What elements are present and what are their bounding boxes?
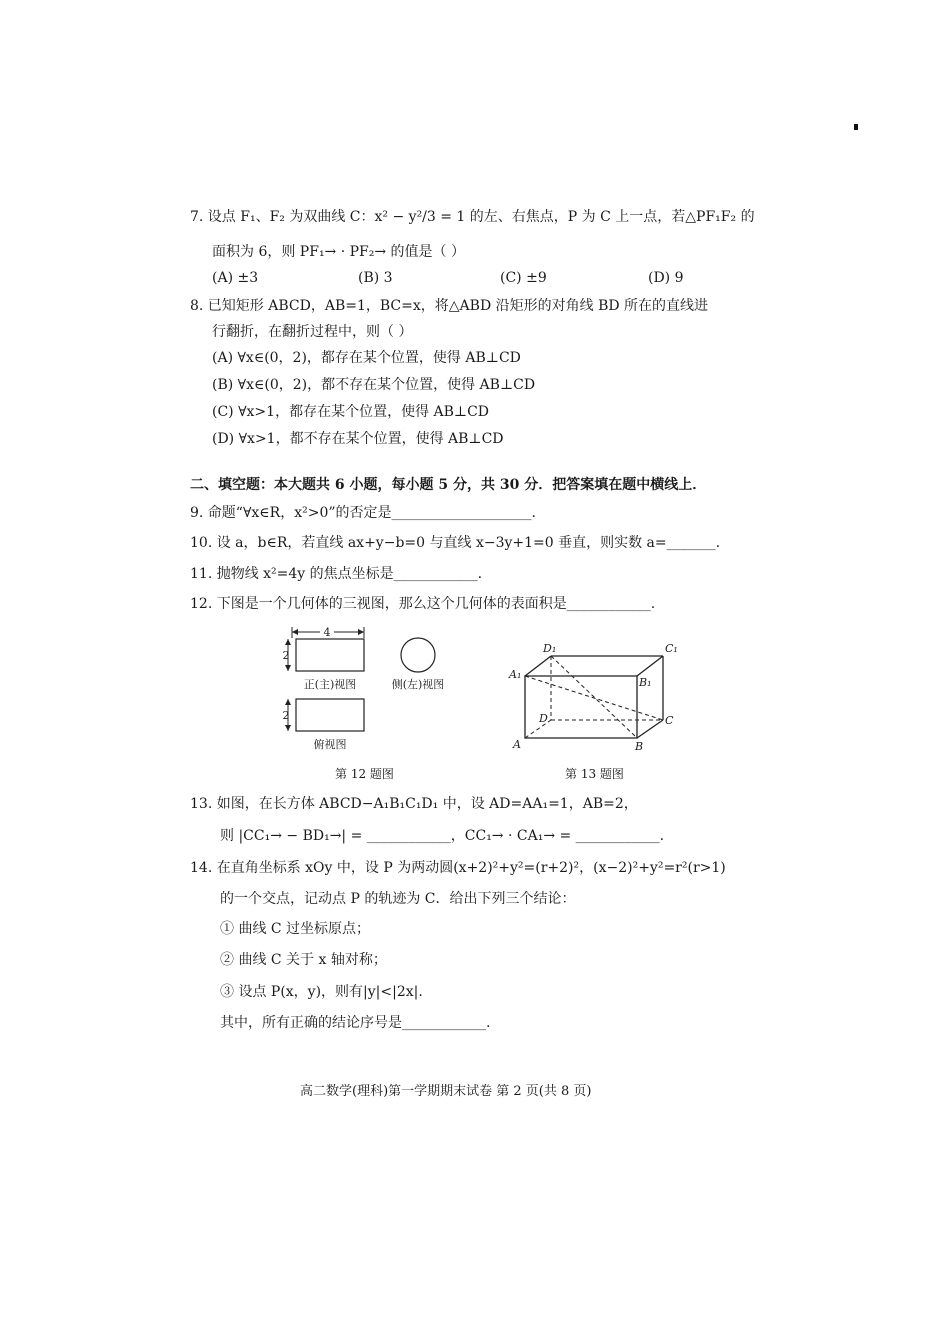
q8-option-b: (B) ∀x∈(0，2)，都不存在某个位置，使得 AB⊥CD: [212, 377, 536, 393]
label-d: D: [539, 712, 548, 725]
q13-line2: 则 |CC₁→ − BD₁→| = ____________，CC₁→ · CA₁→ = ____________.: [220, 828, 665, 844]
label-a: A: [513, 738, 521, 751]
front-height-label: 2: [282, 649, 290, 662]
label-b1: B₁: [639, 676, 652, 689]
label-c1: C₁: [665, 642, 678, 655]
side-view-circle: [401, 638, 435, 672]
top-height-label: 2: [282, 709, 290, 722]
q7-option-a: (A) ±3: [212, 270, 259, 286]
q8-line2: 行翻折，在翻折过程中，则（ ）: [212, 324, 413, 340]
figure-13-caption: 第 13 题图: [565, 767, 624, 781]
label-d1: D₁: [543, 642, 557, 655]
label-b: B: [635, 740, 644, 753]
q11: 11. 抛物线 x²=4y 的焦点坐标是____________.: [190, 566, 483, 582]
q14-item-3: ③ 设点 P(x，y)，则有|y|<|2x|.: [220, 984, 423, 1000]
side-view-caption: 侧(左)视图: [391, 678, 445, 691]
figure-13-cuboid: [505, 640, 695, 755]
q9: 9. 命题“∀x∈R，x²>0”的否定是____________________.: [190, 505, 536, 521]
q14-item-1: ① 曲线 C 过坐标原点；: [220, 921, 371, 937]
q8-option-c: (C) ∀x>1，都存在某个位置，使得 AB⊥CD: [212, 404, 490, 420]
top-view-rect: [296, 699, 364, 731]
q7-line1: 7. 设点 F₁、F₂ 为双曲线 C：x² − y²/3 = 1 的左、右焦点，P 为 C 上一点，若△PF₁F₂ 的: [190, 209, 755, 225]
label-c: C: [665, 714, 674, 727]
q7-option-c: (C) ±9: [500, 270, 547, 286]
q8-option-a: (A) ∀x∈(0，2)，都存在某个位置，使得 AB⊥CD: [212, 350, 521, 366]
q7-option-b: (B) 3: [358, 270, 393, 286]
front-view-rect: [296, 639, 364, 671]
section2-heading: 二、填空题：本大题共 6 小题，每小题 5 分，共 30 分．把答案填在题中横线上．: [190, 477, 707, 493]
q12: 12. 下图是一个几何体的三视图，那么这个几何体的表面积是____________.: [190, 596, 656, 612]
q13-line1: 13. 如图，在长方体 ABCD−A₁B₁C₁D₁ 中，设 AD=AA₁=1，AB=2，: [190, 796, 638, 812]
figure-12-three-views: [270, 622, 470, 762]
front-view-caption: 正(主)视图: [303, 678, 357, 691]
page-footer: 高二数学(理科)第一学期期末试卷 第 2 页(共 8 页): [300, 1084, 592, 1099]
q14-item-2: ② 曲线 C 关于 x 轴对称；: [220, 952, 387, 968]
figure-12-caption: 第 12 题图: [335, 767, 394, 781]
q14-final: 其中，所有正确的结论序号是____________.: [220, 1015, 491, 1031]
q10: 10. 设 a，b∈R，若直线 ax+y−b=0 与直线 x−3y+1=0 垂直，则实数 a=_______.: [190, 535, 721, 551]
q8-option-d: (D) ∀x>1，都不存在某个位置，使得 AB⊥CD: [212, 431, 504, 447]
top-view-caption: 俯视图: [313, 738, 347, 751]
width-label: 4: [323, 626, 331, 639]
label-a1: A₁: [509, 668, 522, 681]
front-face: [525, 676, 637, 738]
q7-option-d: (D) 9: [648, 270, 684, 286]
q7-line2: 面积为 6，则 PF₁→ · PF₂→ 的值是（ ）: [212, 244, 466, 260]
diagonal-d1b: [551, 656, 637, 738]
q14-line2: 的一个交点，记动点 P 的轨迹为 C．给出下列三个结论：: [220, 891, 576, 907]
q14-line1: 14. 在直角坐标系 xOy 中，设 P 为两动圆(x+2)²+y²=(r+2)²，(x−2)²+y²=r²(r>1): [190, 860, 726, 876]
scan-mark: [854, 124, 858, 130]
q8-line1: 8. 已知矩形 ABCD，AB=1，BC=x，将△ABD 沿矩形的对角线 BD 所在的直线进: [190, 298, 709, 314]
